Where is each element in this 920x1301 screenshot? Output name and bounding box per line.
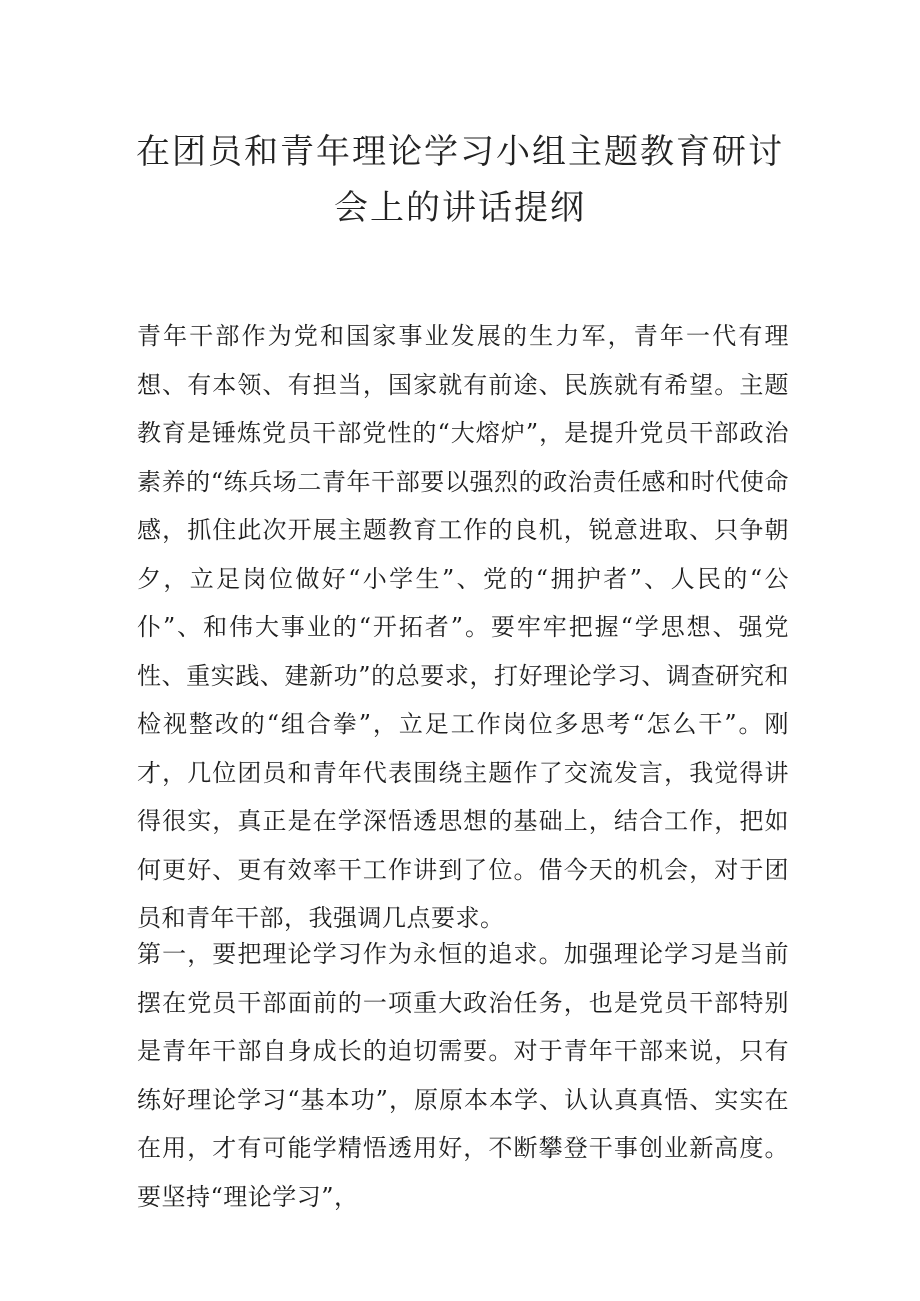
title-line-1: 在团员和青年理论学习小组主题教育研讨 — [136, 132, 784, 172]
body-paragraph-1: 青年干部作为党和国家事业发展的生力军，青年一代有理想、有本领、有担当，国家就有前途、民族就有希望。主题教育是锤炼党员干部党性的“大熔炉”，是提升党员干部政治素养的“练兵场二青年干部要以强烈的政治责任感和时代使命感，抓住此次开展主题教育工作的良机，锐意进取、只争朝夕，立足岗位做好“小学生”、党的“拥护者”、人民的“公仆”、和伟大事业的“开拓者”。要牢牢把握“学思想、强党性、重实践、建新功”的总要求，打好理论学习、调查研究和检视整改的“组合拳”，立足工作岗位多思考“怎么干”。刚才，几位团员和青年代表围绕主题作了交流发言，我觉得讲得很实，真正是在学深悟透思想的基础上，结合工作，把如何更好、更有效率干工作讲到了位。借今天的机会，对于团员和青年干部，我强调几点要求。 — [137, 322, 789, 932]
title-line-2: 会上的讲话提纲 — [334, 188, 586, 228]
body-paragraph-2: 第一，要把理论学习作为永恒的追求。加强理论学习是当前摆在党员干部面前的一项重大政治任务，也是党员干部特别是青年干部自身成长的迫切需要。对于青年干部来说，只有练好理论学习“基本功”，原原本本学、认认真真悟、实实在在用，才有可能学精悟透用好，不断攀登干事创业新高度。要坚持“理论学习”， — [137, 940, 789, 1211]
document-title — [100, 124, 820, 236]
